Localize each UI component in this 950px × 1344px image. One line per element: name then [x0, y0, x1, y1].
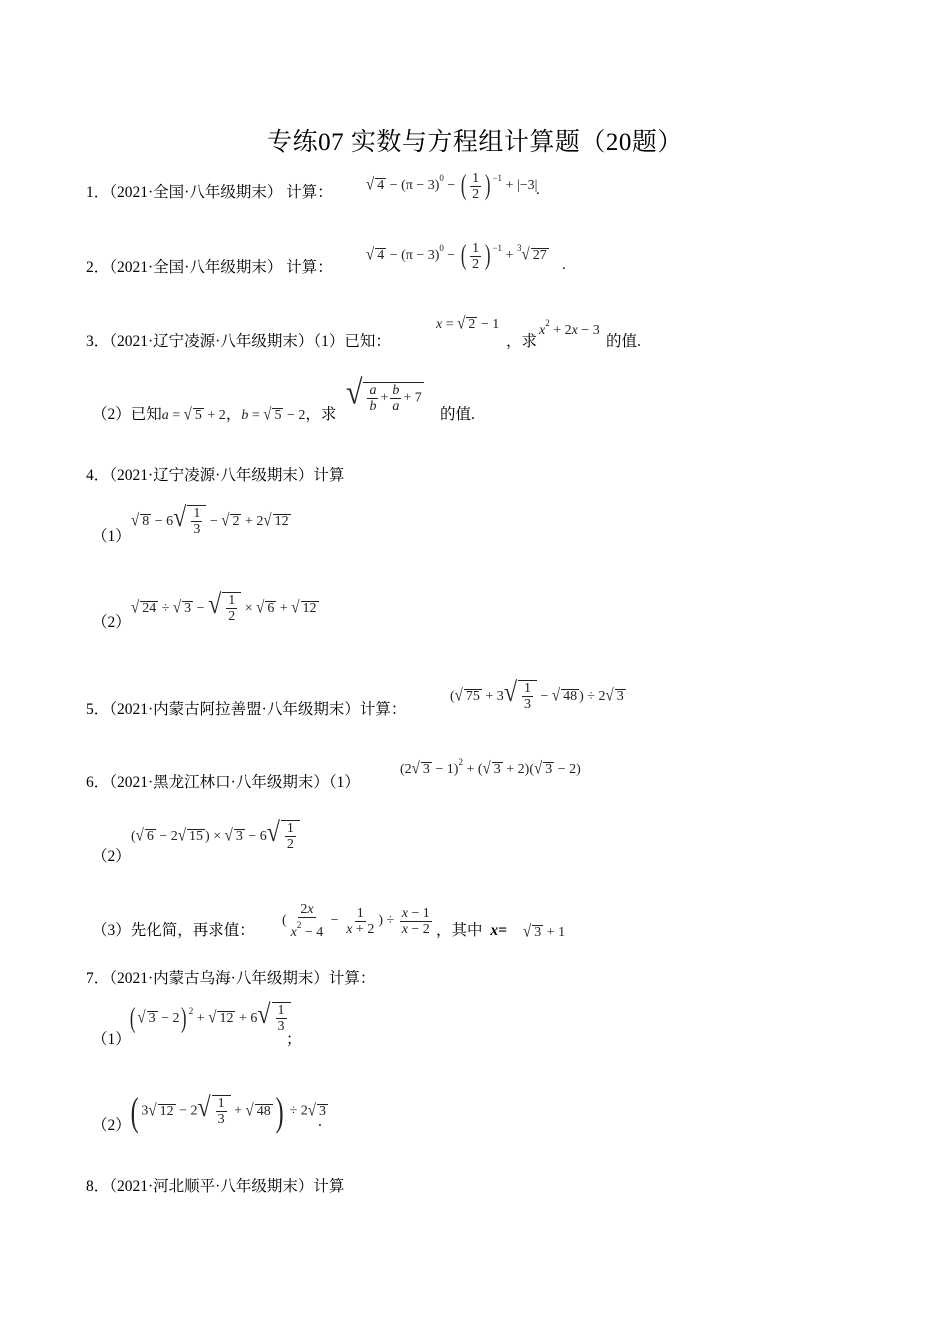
problem-3-formula-x: x = √ 2 − 1 [436, 314, 500, 334]
problem-7-part-1-label: （1） [92, 1031, 131, 1048]
problem-7-part-2-formula: ( 3√ 12 − 2√ $\frac{1}{3}$ + √ 48 ) ÷ 2√ 3 [130, 1089, 327, 1134]
problem-1-end: . [536, 182, 540, 198]
problem-6-part-3-label: （3）先化简，再求值： [92, 922, 255, 939]
problem-6-part-3 [92, 918, 255, 940]
problem-2-label: 2．（2021·全国·八年级期末） 计算： [86, 259, 333, 276]
problem-2-end: . [562, 257, 566, 273]
problem-6-part-3-mid [436, 918, 507, 940]
problem-6-part-3-value: √ 3 + 1 [523, 922, 566, 942]
ask-text: ，求 [305, 406, 337, 423]
problem-7-part-1-formula: ( √ 3 − 2) $^2$ + √ 12 + 6√ $\frac{1}{3}$ [128, 1002, 291, 1035]
problem-1 [86, 180, 333, 202]
problem-7 [86, 966, 375, 988]
problem-3-part-2-end: 的值. [440, 406, 475, 423]
problem-4-part-1-formula: √ 8 − 6√ $\frac{1}{3}$ − √ 2 + 2√ 12 [131, 502, 289, 538]
problem-7-part-2-label: （2） [92, 1117, 131, 1134]
x-equals: x= [490, 922, 507, 939]
problem-2 [86, 255, 333, 277]
problem-7-label: 7．（2021·内蒙古乌海·八年级期末）计算： [86, 970, 376, 987]
problem-6-label: 6．（2021·黑龙江林口·八年级期末）（1） [86, 774, 360, 791]
comma: ， [225, 406, 242, 423]
problem-7-part-1-end: ； [286, 1031, 302, 1048]
problem-3-label: 3．（2021·辽宁凌源·八年级期末）（1）已知： [86, 333, 391, 350]
problem-6 [86, 770, 360, 792]
problem-5 [86, 697, 406, 719]
where-text: ，其中 [436, 922, 483, 939]
problem-4-part-1-label: （1） [92, 528, 131, 545]
problem-6-part-3-formula: ( $\frac{2x}{x^2 - 4}$ − $\frac{1}{x + 2}$ ) ÷ $\frac{x - 1}{x - 2}$ [282, 902, 430, 940]
problem-5-formula: (√ 75 + 3√ $\frac{1}{3}$ − √ 48 ) ÷ 2√ 3 [450, 677, 624, 713]
problem-6-part-2-formula: (√ 6 − 2√ 15 ) × √ 3 − 6√ $\frac{1}{2}$ [131, 820, 300, 852]
problem-3-mid: ，求 [506, 333, 538, 350]
problem-5-label: 5．（2021·内蒙古阿拉善盟·八年级期末）计算： [86, 701, 407, 718]
problem-3-part-2: （2）已知a = √ 5 + 2，b = √ 5 − 2，求 [92, 405, 337, 425]
problem-7-part-2-end: . [318, 1113, 322, 1130]
problem-4-part-2-label: （2） [92, 614, 131, 631]
problem-4-label: 4．（2021·辽宁凌源·八年级期末）计算 [86, 467, 345, 484]
problem-8 [86, 1174, 344, 1196]
page-title: 专练07 实数与方程组计算题（20题） [267, 129, 683, 156]
problem-3-formula-expr: $x^2 + 2x - 3$ [539, 318, 600, 338]
problem-1-label: 1．（2021·全国·八年级期末） 计算： [86, 184, 333, 201]
problem-1-formula: √ $4 - (\pi - 3)^0$ − ( $\frac{1}{2}$ ) $^{-1}$ + |−3| [366, 170, 538, 202]
problem-6-part-1-formula: (2√ 3 − 1)$^2$ + (√ 3 + 2)(√ 3 − 2) [400, 757, 581, 779]
problem-6-part-2-label: （2） [92, 848, 131, 865]
problem-4-part-2-formula: √ 24 ÷ √ 3 − √ $\frac{1}{2}$ × √ 6 + √ 12 [131, 589, 317, 625]
problem-3-end: 的值. [606, 333, 641, 350]
problem-4 [86, 463, 344, 485]
problem-3 [86, 329, 391, 351]
problem-8-label: 8．（2021·河北顺平·八年级期末）计算 [86, 1178, 345, 1195]
problem-3-formula-root: √ $\frac{a}{b}$ + $\frac{b}{a}$ + 7 [346, 373, 422, 415]
problem-2-formula: √ $4 - (\pi - 3)^0$ − ( $\frac{1}{2}$ ) $^{-1}$ + $^3$√ 27 [366, 240, 547, 272]
problem-3-part-2-label: （2）已知 [92, 406, 162, 423]
